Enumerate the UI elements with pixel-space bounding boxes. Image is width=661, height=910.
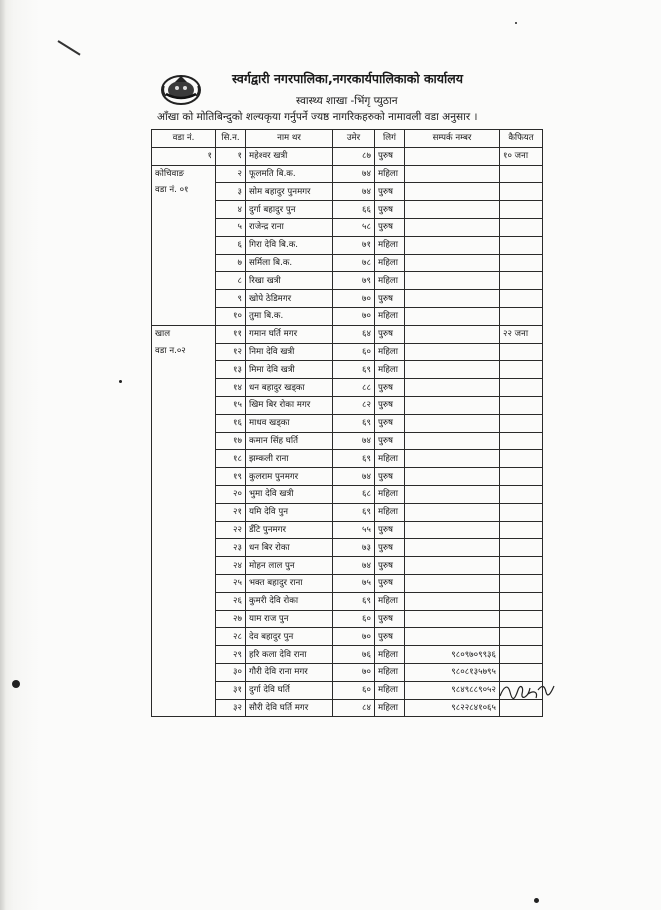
- serial-cell: ४: [216, 201, 246, 219]
- remark-cell: [500, 379, 543, 397]
- serial-cell: १: [216, 147, 246, 165]
- name-cell: माधव खड्का: [246, 414, 333, 432]
- name-cell: भक्त बहादुर राना: [246, 574, 333, 592]
- remark-cell: २२ जना: [500, 325, 543, 343]
- name-cell: रिखा खत्री: [246, 272, 333, 290]
- age-cell: ७४: [333, 557, 375, 575]
- contact-cell: [405, 521, 500, 539]
- table-body: [152, 147, 543, 717]
- serial-cell: २३: [216, 539, 246, 557]
- gender-cell: महिला: [375, 699, 405, 717]
- remark-cell: [500, 610, 543, 628]
- table-row: [152, 165, 543, 183]
- ward-cell: [152, 165, 216, 325]
- gender-cell: महिला: [375, 681, 405, 699]
- gender-cell: पुरुष: [375, 201, 405, 219]
- name-cell: कुमरी देवि रोका: [246, 592, 333, 610]
- age-cell: ७४: [333, 183, 375, 201]
- ward-cell: [152, 325, 216, 717]
- remark-cell: [500, 254, 543, 272]
- remark-cell: [500, 307, 543, 325]
- serial-cell: २२: [216, 521, 246, 539]
- serial-cell: ३२: [216, 699, 246, 717]
- contact-cell: [405, 361, 500, 379]
- age-cell: ७३: [333, 539, 375, 557]
- age-cell: ६६: [333, 201, 375, 219]
- name-cell: खिम बिर रोका मगर: [246, 396, 333, 414]
- remark-cell: [500, 414, 543, 432]
- contact-cell: [405, 628, 500, 646]
- age-cell: ६०: [333, 343, 375, 361]
- serial-cell: १९: [216, 468, 246, 486]
- remark-cell: [500, 485, 543, 503]
- contact-cell: [405, 468, 500, 486]
- name-cell: देव बहादुर पुन: [246, 628, 333, 646]
- name-cell: गमान घर्ति मगर: [246, 325, 333, 343]
- name-cell: याम राज पुन: [246, 610, 333, 628]
- name-cell: निमा देवि खत्री: [246, 343, 333, 361]
- gender-cell: महिला: [375, 503, 405, 521]
- remark-cell: [500, 646, 543, 664]
- age-cell: ८७: [333, 147, 375, 165]
- contact-cell: [405, 414, 500, 432]
- remark-cell: [500, 539, 543, 557]
- ward-label: १: [207, 150, 212, 161]
- contact-cell: [405, 236, 500, 254]
- remark-cell: [500, 272, 543, 290]
- gender-cell: पुरुष: [375, 574, 405, 592]
- age-cell: ८४: [333, 699, 375, 717]
- serial-cell: १७: [216, 432, 246, 450]
- contact-cell: [405, 343, 500, 361]
- name-cell: धन बहादुर खड्का: [246, 379, 333, 397]
- name-cell: भुमा देवि खत्री: [246, 485, 333, 503]
- age-cell: ६०: [333, 610, 375, 628]
- age-cell: ७०: [333, 663, 375, 681]
- serial-cell: १६: [216, 414, 246, 432]
- gender-cell: पुरुष: [375, 396, 405, 414]
- age-cell: ७०: [333, 628, 375, 646]
- remark-cell: [500, 361, 543, 379]
- gender-cell: पुरुष: [375, 539, 405, 557]
- nepal-emblem-logo: [160, 72, 202, 106]
- contact-cell: [405, 485, 500, 503]
- document-heading: आँखा को मोतिबिन्दुको शल्यकृया गर्नुपर्ने ज्यष्ठ नागरिकहरुको नामावली वडा अनुसार ।: [157, 111, 478, 123]
- col-header-gender: लिगं: [375, 130, 405, 148]
- gender-cell: पुरुष: [375, 414, 405, 432]
- contact-cell: [405, 592, 500, 610]
- contact-cell: [405, 290, 500, 308]
- ward-label: वडा न.०२: [155, 345, 186, 356]
- ward-label: खाल: [155, 328, 171, 339]
- name-cell: सोम बहादुर पुनमगर: [246, 183, 333, 201]
- col-header-contact: सम्पर्क नम्बर: [405, 130, 500, 148]
- gender-cell: पुरुष: [375, 379, 405, 397]
- gender-cell: महिला: [375, 663, 405, 681]
- col-header-ward: वडा नं.: [152, 130, 216, 148]
- remark-cell: [500, 628, 543, 646]
- contact-cell: [405, 379, 500, 397]
- gender-cell: पुरुष: [375, 290, 405, 308]
- contact-cell: [405, 254, 500, 272]
- contact-cell: [405, 307, 500, 325]
- age-cell: ८२: [333, 396, 375, 414]
- name-cell: मिमा देवि खत्री: [246, 361, 333, 379]
- gender-cell: पुरुष: [375, 218, 405, 236]
- name-cell: मोहन लाल पुन: [246, 557, 333, 575]
- serial-cell: ६: [216, 236, 246, 254]
- remark-cell: १० जना: [500, 147, 543, 165]
- gender-cell: महिला: [375, 646, 405, 664]
- serial-cell: २४: [216, 557, 246, 575]
- serial-cell: २५: [216, 574, 246, 592]
- col-header-remarks: कैफियत: [500, 130, 543, 148]
- contact-cell: [405, 574, 500, 592]
- gender-cell: पुरुष: [375, 432, 405, 450]
- cataract-patient-table: [151, 129, 543, 717]
- age-cell: ८८: [333, 379, 375, 397]
- table-row: [152, 147, 543, 165]
- serial-cell: ११: [216, 325, 246, 343]
- name-cell: दुर्गा बहादुर पुन: [246, 201, 333, 219]
- age-cell: ७४: [333, 432, 375, 450]
- age-cell: ७८: [333, 254, 375, 272]
- serial-cell: १३: [216, 361, 246, 379]
- scan-speck: [534, 898, 539, 903]
- contact-cell: [405, 201, 500, 219]
- remark-cell: [500, 201, 543, 219]
- remark-cell: [500, 218, 543, 236]
- table-header-row: [152, 130, 543, 148]
- serial-cell: २: [216, 165, 246, 183]
- serial-cell: ३१: [216, 681, 246, 699]
- contact-cell: [405, 165, 500, 183]
- name-cell: फूलमति बि.क.: [246, 165, 333, 183]
- age-cell: ६९: [333, 414, 375, 432]
- contact-cell: ९८२२८४१०६५: [405, 699, 500, 717]
- contact-cell: [405, 539, 500, 557]
- remark-cell: [500, 468, 543, 486]
- age-cell: ६९: [333, 592, 375, 610]
- gender-cell: महिला: [375, 307, 405, 325]
- col-header-serial: सि.न.: [216, 130, 246, 148]
- name-cell: दुर्गा देवि घर्ति: [246, 681, 333, 699]
- page-edge-shadow: [0, 0, 6, 910]
- name-cell: झम्कली राना: [246, 450, 333, 468]
- serial-cell: १२: [216, 343, 246, 361]
- age-cell: ७९: [333, 272, 375, 290]
- contact-cell: [405, 218, 500, 236]
- gender-cell: पुरुष: [375, 628, 405, 646]
- gender-cell: महिला: [375, 485, 405, 503]
- gender-cell: महिला: [375, 272, 405, 290]
- gender-cell: महिला: [375, 361, 405, 379]
- name-cell: गौरी देवि राना मगर: [246, 663, 333, 681]
- serial-cell: २०: [216, 485, 246, 503]
- gender-cell: महिला: [375, 450, 405, 468]
- remark-cell: [500, 396, 543, 414]
- gender-cell: महिला: [375, 343, 405, 361]
- office-title: स्वर्गद्वारी नगरपालिका,नगरकार्यपालिकाको कार्यालय: [232, 71, 464, 86]
- gender-cell: पुरुष: [375, 521, 405, 539]
- contact-cell: ९८०९७०९९३६: [405, 646, 500, 664]
- remark-cell: [500, 592, 543, 610]
- remark-cell: [500, 236, 543, 254]
- gender-cell: पुरुष: [375, 468, 405, 486]
- remark-cell: [500, 557, 543, 575]
- age-cell: ७५: [333, 574, 375, 592]
- gender-cell: पुरुष: [375, 610, 405, 628]
- remark-cell: [500, 432, 543, 450]
- name-cell: यमि देवि पुन: [246, 503, 333, 521]
- contact-cell: [405, 325, 500, 343]
- serial-cell: २७: [216, 610, 246, 628]
- contact-cell: [405, 503, 500, 521]
- age-cell: ७६: [333, 646, 375, 664]
- contact-cell: ९८४९८८९०५२: [405, 681, 500, 699]
- handwritten-signature: [498, 680, 558, 706]
- name-cell: गिरा देवि बि.क.: [246, 236, 333, 254]
- remark-cell: [500, 574, 543, 592]
- age-cell: ५५: [333, 521, 375, 539]
- name-cell: सर्मिला बि.क.: [246, 254, 333, 272]
- serial-cell: १८: [216, 450, 246, 468]
- ward-cell: [152, 147, 216, 165]
- serial-cell: ३: [216, 183, 246, 201]
- age-cell: ६४: [333, 325, 375, 343]
- serial-cell: ७: [216, 254, 246, 272]
- serial-cell: २८: [216, 628, 246, 646]
- contact-cell: [405, 610, 500, 628]
- serial-cell: ८: [216, 272, 246, 290]
- age-cell: ६९: [333, 450, 375, 468]
- ward-label: कोचिवाङ: [155, 168, 184, 179]
- name-cell: राजेन्द्र राना: [246, 218, 333, 236]
- name-cell: सौरी देवि घर्ति मगर: [246, 699, 333, 717]
- table-row: [152, 325, 543, 343]
- scan-speck: [119, 380, 122, 383]
- contact-cell: ९८०८१३५७९५: [405, 663, 500, 681]
- name-cell: कुलराम पुनमगर: [246, 468, 333, 486]
- gender-cell: महिला: [375, 592, 405, 610]
- name-cell: डँटि पुनमगर: [246, 521, 333, 539]
- gender-cell: पुरुष: [375, 557, 405, 575]
- name-cell: कमान सिंह घर्ति: [246, 432, 333, 450]
- gender-cell: पुरुष: [375, 147, 405, 165]
- contact-cell: [405, 396, 500, 414]
- contact-cell: [405, 183, 500, 201]
- gender-cell: महिला: [375, 165, 405, 183]
- col-header-age: उमेर: [333, 130, 375, 148]
- remark-cell: [500, 165, 543, 183]
- gender-cell: पुरुष: [375, 183, 405, 201]
- name-cell: महेश्वर खत्री: [246, 147, 333, 165]
- remark-cell: [500, 183, 543, 201]
- age-cell: ७१: [333, 236, 375, 254]
- contact-cell: [405, 272, 500, 290]
- name-cell: हरि कला देवि राना: [246, 646, 333, 664]
- serial-cell: १०: [216, 307, 246, 325]
- office-subtitle: स्वास्थ्य शाखा -भिंगृ प्युठान: [296, 95, 398, 107]
- serial-cell: ५: [216, 218, 246, 236]
- serial-cell: ३०: [216, 663, 246, 681]
- col-header-name: नाम थर: [246, 130, 333, 148]
- contact-cell: [405, 450, 500, 468]
- contact-cell: [405, 432, 500, 450]
- remark-cell: [500, 450, 543, 468]
- serial-cell: २६: [216, 592, 246, 610]
- gender-cell: पुरुष: [375, 325, 405, 343]
- age-cell: ६०: [333, 681, 375, 699]
- gender-cell: महिला: [375, 236, 405, 254]
- contact-cell: [405, 557, 500, 575]
- serial-cell: १४: [216, 379, 246, 397]
- serial-cell: २९: [216, 646, 246, 664]
- scan-scratch-mark: [57, 40, 80, 55]
- remark-cell: [500, 521, 543, 539]
- gender-cell: महिला: [375, 254, 405, 272]
- age-cell: ७०: [333, 307, 375, 325]
- remark-cell: [500, 290, 543, 308]
- scan-speck: [12, 680, 20, 688]
- age-cell: ६८: [333, 485, 375, 503]
- age-cell: ७०: [333, 290, 375, 308]
- name-cell: धन बिर रोका: [246, 539, 333, 557]
- remark-cell: [500, 503, 543, 521]
- remark-cell: [500, 663, 543, 681]
- age-cell: ६९: [333, 361, 375, 379]
- serial-cell: २१: [216, 503, 246, 521]
- contact-cell: [405, 147, 500, 165]
- name-cell: तुमा बि.क.: [246, 307, 333, 325]
- scan-speck: [515, 22, 517, 24]
- serial-cell: १५: [216, 396, 246, 414]
- name-cell: खोपे ठेडिमगर: [246, 290, 333, 308]
- age-cell: ७४: [333, 468, 375, 486]
- age-cell: ५८: [333, 218, 375, 236]
- ward-label: वडा नं. ०१: [155, 185, 189, 196]
- age-cell: ७४: [333, 165, 375, 183]
- age-cell: ६९: [333, 503, 375, 521]
- serial-cell: ९: [216, 290, 246, 308]
- remark-cell: [500, 343, 543, 361]
